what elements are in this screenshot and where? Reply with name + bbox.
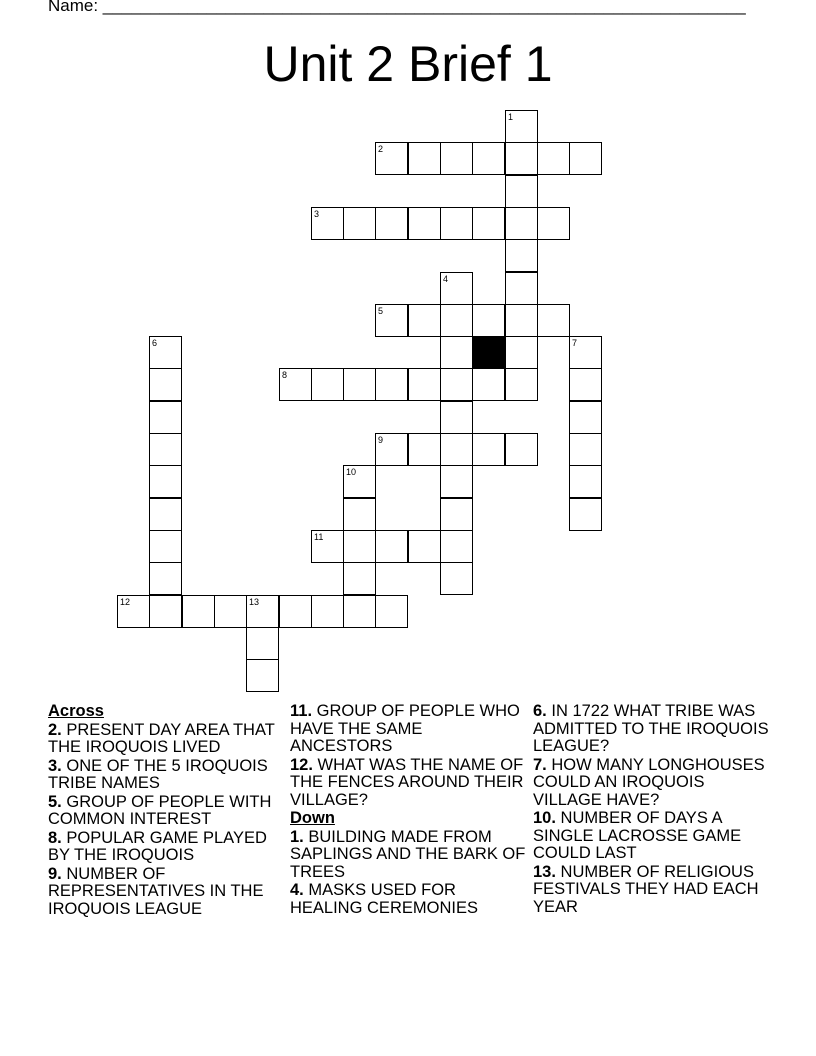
grid-cell[interactable] [117,595,150,628]
grid-cell[interactable] [440,272,473,305]
grid-cell[interactable] [375,304,408,337]
grid-cell[interactable] [505,110,538,143]
grid-cell[interactable] [375,142,408,175]
grid-cell[interactable] [343,207,376,240]
across-heading: Across [48,702,104,720]
grid-cell[interactable] [505,239,538,272]
clue-down-6: 6. IN 1722 WHAT TRIBE WAS ADMITTED TO THE IROQUOIS LEAGUE? [533,702,769,755]
grid-cell[interactable] [440,207,473,240]
clue-number: 11 [314,532,324,542]
grid-cell[interactable] [472,368,505,401]
grid-cell[interactable] [505,336,538,369]
grid-cell[interactable] [149,562,182,595]
grid-cell[interactable] [505,175,538,208]
grid-cell[interactable] [505,142,538,175]
grid-cell[interactable] [182,595,215,628]
grid-cell[interactable] [311,207,344,240]
grid-cell[interactable] [343,595,376,628]
grid-cell[interactable] [149,336,182,369]
grid-cell[interactable] [311,595,344,628]
clue-down-10: 10. NUMBER OF DAYS A SINGLE LACROSSE GAME COULD LAST [533,809,742,862]
grid-cell[interactable] [569,465,602,498]
grid-cell[interactable] [343,465,376,498]
grid-cell[interactable] [472,142,505,175]
grid-cell[interactable] [408,142,441,175]
grid-cell[interactable] [569,142,602,175]
clue-across-11: 11. GROUP OF PEOPLE WHO HAVE THE SAME ANCESTORS [290,702,520,755]
grid-cell[interactable] [440,304,473,337]
clue-across-9: 9. NUMBER OF REPRESENTATIVES IN THE IROQUOIS LEAGUE [48,864,264,918]
grid-cell[interactable] [343,562,376,595]
grid-cell[interactable] [408,368,441,401]
clue-number: 7 [572,338,578,348]
grid-cell[interactable] [311,368,344,401]
clue-across-2: 2. PRESENT DAY AREA THAT THE IROQUOIS LIVED [48,720,275,756]
name-field-label: Name: ____________________________________________________________________ [48,0,746,15]
grid-cell[interactable] [440,498,473,531]
grid-cell[interactable] [343,498,376,531]
grid-cell[interactable] [246,595,279,628]
clue-number: 2 [378,144,384,154]
grid-cell[interactable] [440,562,473,595]
grid-cell[interactable] [311,530,344,563]
clue-down-13: 13. NUMBER OF RELIGIOUS FESTIVALS THEY HAD EACH YEAR [533,862,759,916]
grid-cell[interactable] [537,207,570,240]
grid-cell[interactable] [440,465,473,498]
grid-cell[interactable] [505,207,538,240]
clue-number: 9 [378,435,384,445]
clue-down-4: 4. MASKS USED FOR HEALING CEREMONIES [290,881,478,917]
grid-cell[interactable] [569,368,602,401]
page-title: Unit 2 Brief 1 [263,36,553,92]
grid-cell[interactable] [472,304,505,337]
grid-cell[interactable] [375,368,408,401]
grid-cell[interactable] [537,142,570,175]
clue-number: 8 [282,370,288,380]
clue-across-12: 12. WHAT WAS THE NAME OF THE FENCES AROUND THEIR VILLAGE? [290,755,524,809]
grid-cell[interactable] [537,304,570,337]
grid-cell[interactable] [472,207,505,240]
grid-cell[interactable] [408,304,441,337]
grid-cell[interactable] [149,368,182,401]
clue-across-8: 8. POPULAR GAME PLAYED BY THE IROQUOIS [48,828,267,864]
grid-cell[interactable] [246,627,279,660]
grid-cell[interactable] [375,433,408,466]
clue-number: 3 [314,209,320,219]
grid-cell[interactable] [375,595,408,628]
grid-cell[interactable] [149,530,182,563]
clue-number: 13 [249,597,260,607]
grid-cell[interactable] [505,304,538,337]
grid-cell[interactable] [408,433,441,466]
grid-cell[interactable] [440,142,473,175]
clue-across-3: 3. ONE OF THE 5 IROQUOIS TRIBE NAMES [48,756,268,792]
clue-down-1: 1. BUILDING MADE FROM SAPLINGS AND THE BARK OF TREES [290,827,526,881]
grid-cell[interactable] [440,336,473,369]
clue-number: 10 [346,467,357,477]
grid-cell[interactable] [246,659,279,692]
grid-cell[interactable] [505,368,538,401]
grid-cell[interactable] [408,530,441,563]
clue-number: 6 [152,338,158,348]
grid-cell[interactable] [279,368,312,401]
grid-cell[interactable] [569,401,602,434]
black-cell [472,336,505,369]
grid-cell[interactable] [440,401,473,434]
grid-cell[interactable] [149,401,182,434]
grid-cell[interactable] [569,336,602,369]
clue-number: 4 [443,274,449,284]
clue-across-5: 5. GROUP OF PEOPLE WITH COMMON INTEREST [48,792,272,828]
grid-cell[interactable] [569,498,602,531]
clue-column-1 [48,703,284,919]
clue-down-7: 7. HOW MANY LONGHOUSES COULD AN IROQUOIS VILLAGE HAVE? [533,755,765,809]
clue-number: 12 [120,597,131,607]
clue-column-3 [533,703,769,917]
grid-cell[interactable] [214,595,247,628]
grid-cell[interactable] [279,595,312,628]
grid-cell[interactable] [149,498,182,531]
clue-number: 5 [378,306,384,316]
down-heading: Down [290,809,335,827]
grid-cell[interactable] [343,368,376,401]
clue-number: 1 [508,112,514,122]
grid-cell[interactable] [408,207,441,240]
grid-cell[interactable] [505,272,538,305]
grid-cell[interactable] [440,433,473,466]
grid-cell[interactable] [375,207,408,240]
grid-cell[interactable] [440,368,473,401]
grid-cell[interactable] [569,433,602,466]
grid-cell[interactable] [149,465,182,498]
clue-column-2 [290,703,526,918]
grid-cell[interactable] [375,530,408,563]
grid-cell[interactable] [343,530,376,563]
grid-cell[interactable] [472,433,505,466]
grid-cell[interactable] [505,433,538,466]
grid-cell[interactable] [440,530,473,563]
grid-cell[interactable] [149,433,182,466]
grid-cell[interactable] [149,595,182,628]
